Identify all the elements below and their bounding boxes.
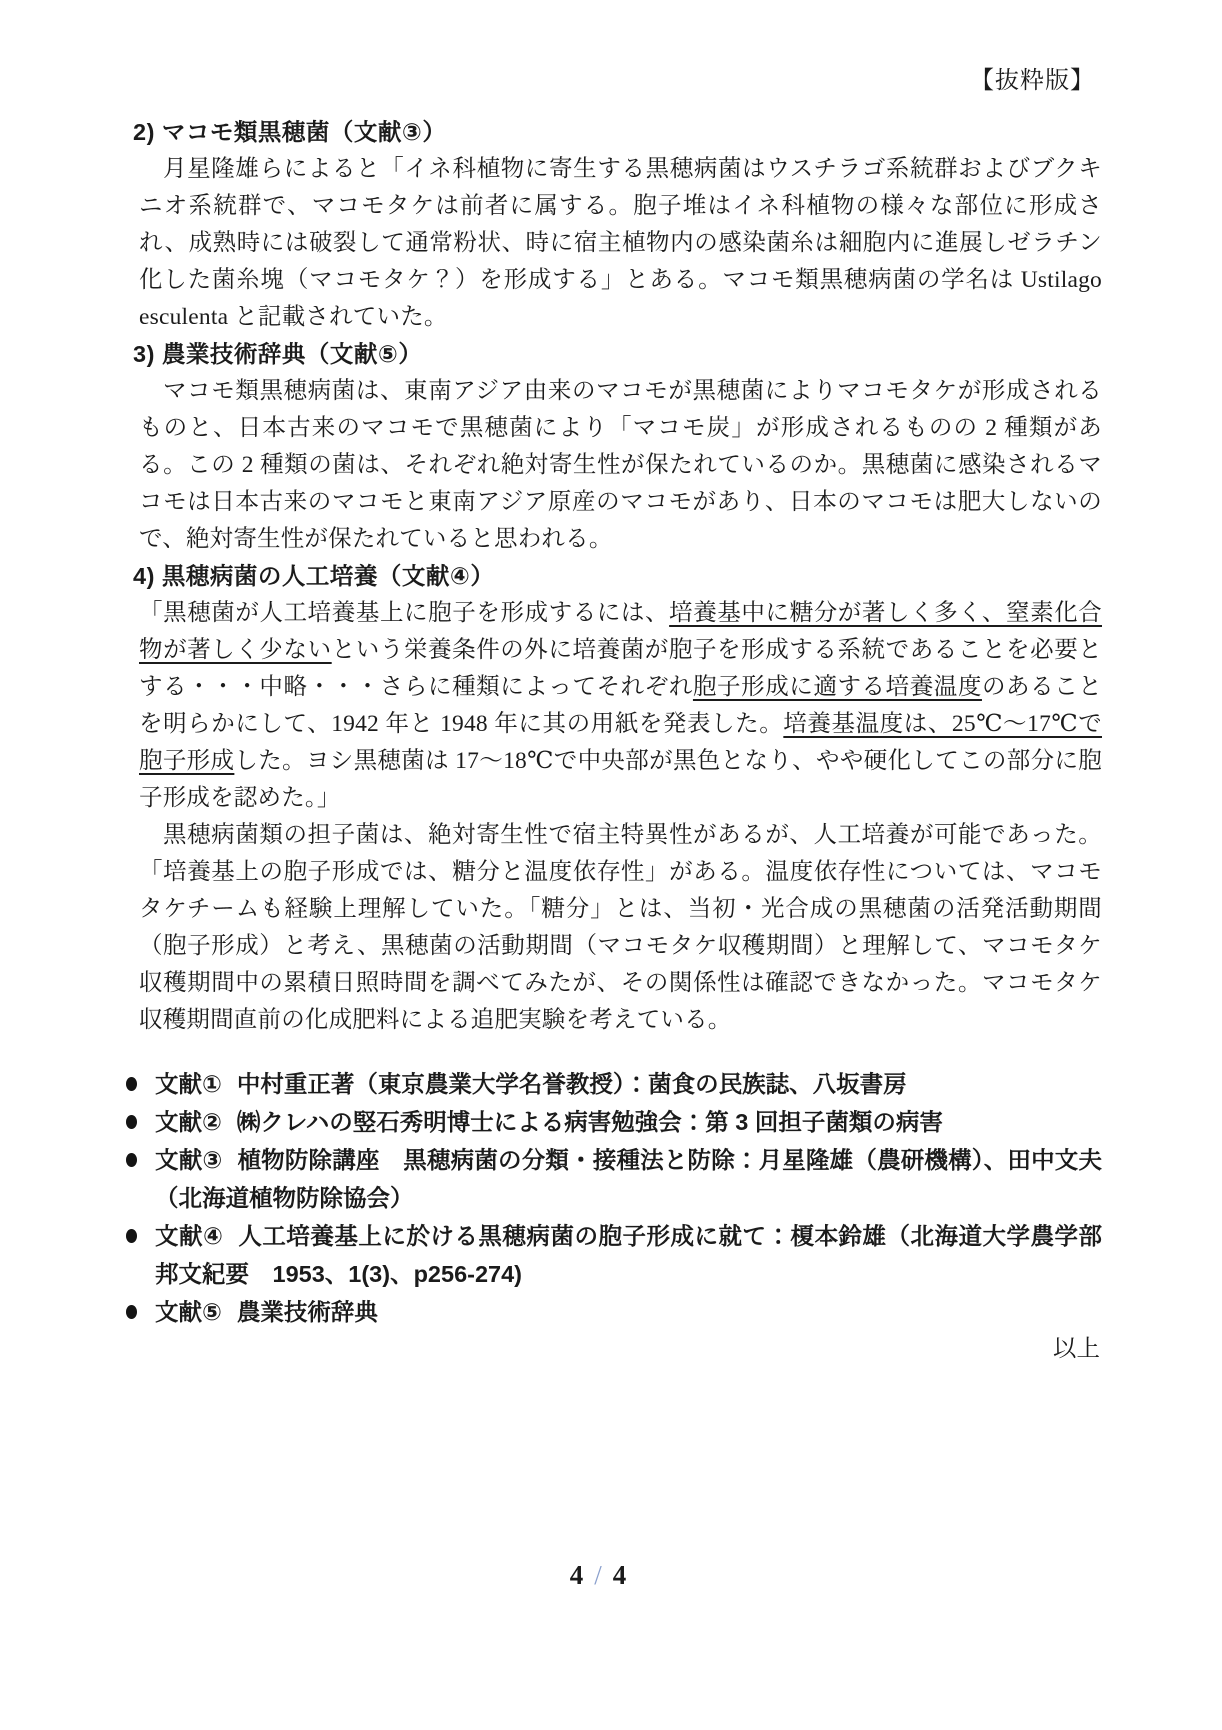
reference-label: 文献④ — [155, 1223, 224, 1249]
reference-text: 農業技術辞典 — [236, 1299, 378, 1325]
bullet-icon — [126, 1229, 137, 1243]
section-heading: 4) 黒穂病菌の人工培養（文献④） — [133, 563, 495, 589]
document-content — [133, 114, 1102, 1368]
paragraph — [139, 595, 1102, 817]
page-number-separator-icon: / — [594, 1560, 602, 1590]
reference-text: ㈱クレハの竪石秀明博士による病害勉強会：第 3 回担子菌類の病害 — [236, 1109, 943, 1135]
bullet-icon — [126, 1115, 137, 1129]
text-run: という栄養条件の外に培養菌が胞子を形成する系統であることを必要とする・・・中略・・・さらに種類によってそれぞれ — [139, 637, 1102, 700]
bullet-icon — [126, 1077, 137, 1091]
paragraph — [139, 151, 1102, 336]
references-list — [133, 1065, 1102, 1331]
page-number — [0, 1560, 1209, 1591]
underlined-text: 胞子形成に適する培養温度 — [692, 674, 982, 700]
paragraph — [139, 373, 1102, 558]
paragraph — [139, 817, 1102, 1039]
underlined-text: 培養基中に糖分が著しく多く、窒素化合物が著しく少ない — [139, 600, 1102, 663]
underlined-text: 培養基温度は、25℃～17℃で胞子形成 — [139, 711, 1102, 774]
bullet-icon — [126, 1153, 137, 1167]
reference-label: 文献⑤ — [155, 1299, 222, 1325]
text-run: 月星隆雄らによると「イネ科植物に寄生する黒穂病菌はウスチラゴ系統群およびブクキニオ系統群で、マコモタケは前者に属する。胞子堆はイネ科植物の様々な部位に形成され、成熟時には破裂して通常粉状、時に宿主植物内の感染菌糸は細胞内に進展しゼラチン化した菌糸塊（マコモタケ？）を形成する」とある。マコモ類黒穂病菌の学名は Ustilago esculenta と記載されていた。 — [139, 156, 1102, 330]
page-number-total: 4 — [612, 1560, 627, 1590]
bullet-icon — [126, 1305, 137, 1319]
page-number-current: 4 — [569, 1560, 584, 1590]
text-run: 「黒穂菌が人工培養基上に胞子を形成するには、 — [139, 600, 670, 626]
reference-label: 文献② — [155, 1109, 222, 1135]
document-body — [133, 114, 1102, 1039]
reference-label: 文献① — [155, 1071, 222, 1097]
reference-item — [155, 1293, 1102, 1331]
section-heading: 2) マコモ類黒穂菌（文献③） — [133, 119, 447, 145]
reference-item — [155, 1217, 1102, 1293]
reference-text: 人工培養基上に於ける黒穂病菌の胞子形成に就て：榎本鈴雄（北海道大学農学部邦文紀要 1953、1(3)、p256-274) — [155, 1223, 1102, 1287]
closing-mark: 以上 — [1053, 1336, 1100, 1362]
text-run: のあることを明らかにして、1942 年と 1948 年に其の用紙を発表した。 — [139, 674, 1102, 737]
reference-item — [155, 1141, 1102, 1217]
text-run: した。ヨシ黒穂菌は 17～18℃で中央部が黒色となり、やや硬化してこの部分に胞子形成を認めた。」 — [139, 748, 1102, 811]
text-run: マコモ類黒穂病菌は、東南アジア由来のマコモが黒穂菌によりマコモタケが形成されるものと、日本古来のマコモで黒穂菌により「マコモ炭」が形成されるものの 2 種類がある。この 2 種類の菌は、それぞれ絶対寄生性が保たれているのか。黒穂菌に感染されるマコモは日本古来のマコモと東南アジア原産のマコモがあり、日本のマコモは肥大しないので、絶対寄生性が保たれていると思われる。 — [139, 378, 1102, 552]
section-heading: 3) 農業技術辞典（文献⑤） — [133, 341, 423, 367]
reference-label: 文献③ — [155, 1147, 223, 1173]
reference-text: 植物防除講座 黒穂病菌の分類・接種法と防除：月星隆雄（農研機構）、田中文夫（北海道植物防除協会） — [155, 1147, 1102, 1211]
excerpt-version-tag: 【抜粋版】 — [970, 68, 1095, 94]
reference-item — [155, 1065, 1102, 1103]
text-run: 黒穂病菌類の担子菌は、絶対寄生性で宿主特異性があるが、人工培養が可能であった。「培養基上の胞子形成では、糖分と温度依存性」がある。温度依存性については、マコモタケチームも経験上理解していた。「糖分」とは、当初・光合成の黒穂菌の活発活動期間（胞子形成）と考え、黒穂菌の活動期間（マコモタケ収穫期間）と理解して、マコモタケ収穫期間中の累積日照時間を調べてみたが、その関係性は確認できなかった。マコモタケ収穫期間直前の化成肥料による追肥実験を考えている。 — [139, 822, 1102, 1033]
reference-item — [155, 1103, 1102, 1141]
reference-text: 中村重正著（東京農業大学名誉教授）：菌食の民族誌、八坂書房 — [236, 1071, 907, 1097]
